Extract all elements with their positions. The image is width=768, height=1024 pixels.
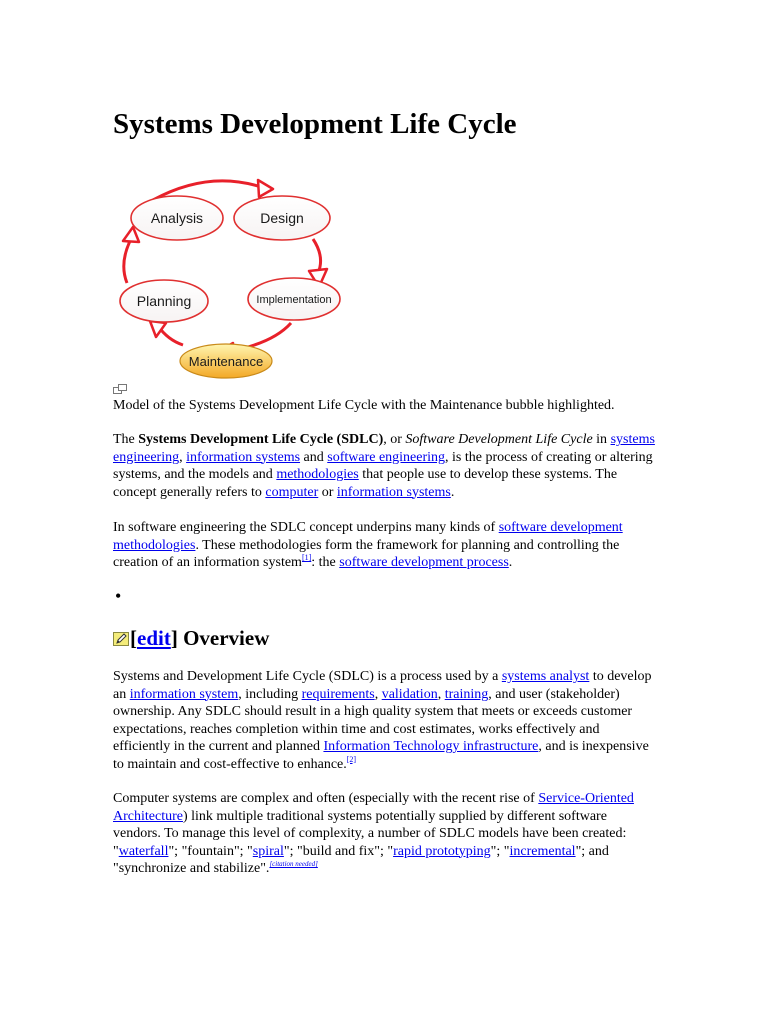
text: "; "build and fix"; " (283, 843, 394, 859)
text: , and is inexpensive to maintain and cost-effective to enhance. (113, 739, 649, 772)
link-information-system[interactable]: information system (129, 686, 239, 702)
link-systems-analyst[interactable]: systems analyst (501, 669, 590, 684)
link-software-engineering[interactable]: software engineering (327, 449, 446, 465)
reference-1[interactable]: [1] (301, 553, 312, 562)
bracket-open: [ (130, 626, 137, 650)
link-rapid-prototyping[interactable]: rapid prototyping (393, 843, 491, 859)
section-heading-overview (113, 625, 269, 651)
text: and (300, 449, 328, 465)
link-it-infrastructure[interactable]: Information Technology infrastructure (323, 739, 539, 754)
node-implementation (248, 278, 340, 320)
text: In software engineering the SDLC concept underpins many kinds of (113, 520, 499, 535)
link-systems-engineering[interactable]: systems engineering (113, 432, 655, 465)
text: that people use to develop these systems. The concept generally refers to (113, 467, 618, 500)
term-sdlc: Systems Development Life Cycle (SDLC) (138, 432, 384, 447)
text: in (592, 432, 611, 447)
link-validation[interactable]: validation (381, 686, 438, 702)
text: , and user (stakeholder) ownership. Any SDLC should result in a high quality system that meets or exceeds customer expectations, reaches completion within time and cost estimates, works effectively and efficiently in the current and planned (113, 686, 633, 754)
page-title: Systems Development Life Cycle (113, 108, 517, 140)
text: . These methodologies form the framework for planning and controlling the creation of an information system (113, 537, 620, 570)
text: "; "fountain"; " (168, 843, 253, 859)
edit-link[interactable]: edit (137, 626, 171, 650)
overview-paragraph (113, 668, 658, 773)
node-analysis (131, 196, 223, 240)
link-spiral[interactable]: spiral (252, 843, 284, 859)
node-label-design: Design (260, 210, 304, 226)
section-title: Overview (177, 626, 270, 650)
node-label-analysis: Analysis (150, 210, 204, 226)
node-label-maintenance: Maintenance (188, 354, 264, 369)
text: The (113, 432, 139, 447)
edit-icon[interactable] (113, 632, 129, 646)
text: : the (311, 555, 340, 570)
link-information-systems[interactable]: information systems (186, 449, 301, 465)
reference-2[interactable]: [2] (346, 754, 357, 764)
text: , (374, 686, 382, 702)
link-incremental[interactable]: incremental (509, 843, 576, 859)
text: , including (238, 686, 302, 702)
link-software-development-process[interactable]: software development process (339, 555, 509, 570)
text: , is the process of creating or altering systems, and the models and (113, 449, 653, 482)
text: . (508, 555, 513, 570)
text: "; and "synchronize and stabilize". (113, 843, 609, 876)
link-computer[interactable]: computer (265, 484, 319, 500)
text: , (179, 449, 187, 465)
text: "; " (490, 843, 510, 859)
link-training[interactable]: training (444, 686, 489, 702)
link-waterfall[interactable]: waterfall (118, 843, 169, 859)
bracket-close: ] (170, 626, 178, 650)
node-design (234, 196, 330, 240)
node-label-implementation: Implementation (256, 294, 332, 306)
arrow-planning-analysis (124, 239, 131, 283)
text: to develop an (113, 669, 652, 702)
image-caption: Model of the Systems Development Life Cycle with the Maintenance bubble highlighted. (113, 398, 615, 413)
text: . (450, 484, 455, 500)
arrow-design-implementation (313, 239, 321, 273)
link-information-systems-2[interactable]: information systems (336, 484, 451, 500)
link-service-oriented-architecture[interactable]: Service-Oriented Architecture (113, 791, 634, 824)
text: or (318, 484, 337, 500)
enlarge-icon[interactable] (113, 384, 127, 395)
term-software-dlc: Software Development Life Cycle (405, 432, 593, 447)
citation-needed-link[interactable]: [citation needed] (269, 860, 318, 868)
text: Computer systems are complex and often (especially with the recent rise of (113, 791, 539, 806)
models-paragraph (113, 790, 658, 878)
sdlc-diagram (113, 175, 353, 380)
node-maintenance (180, 344, 272, 378)
text: , (437, 686, 445, 702)
text: ) link multiple traditional systems potentially supplied by different software vendors. To manage this level of complexity, a number of SDLC models have been created: " (113, 808, 627, 859)
text: , or (383, 432, 406, 447)
methodologies-paragraph (113, 519, 658, 572)
text: Systems and Development Life Cycle (SDLC) is a process used by a (113, 669, 502, 684)
link-requirements[interactable]: requirements (301, 686, 375, 702)
arrowhead-design (258, 180, 273, 197)
link-methodologies[interactable]: methodologies (276, 467, 359, 482)
bullet: • (115, 586, 122, 606)
link-software-development-methodologies[interactable]: software development methodologies (113, 520, 623, 553)
intro-paragraph (113, 431, 658, 501)
node-planning (120, 280, 208, 322)
node-label-planning: Planning (136, 293, 192, 309)
